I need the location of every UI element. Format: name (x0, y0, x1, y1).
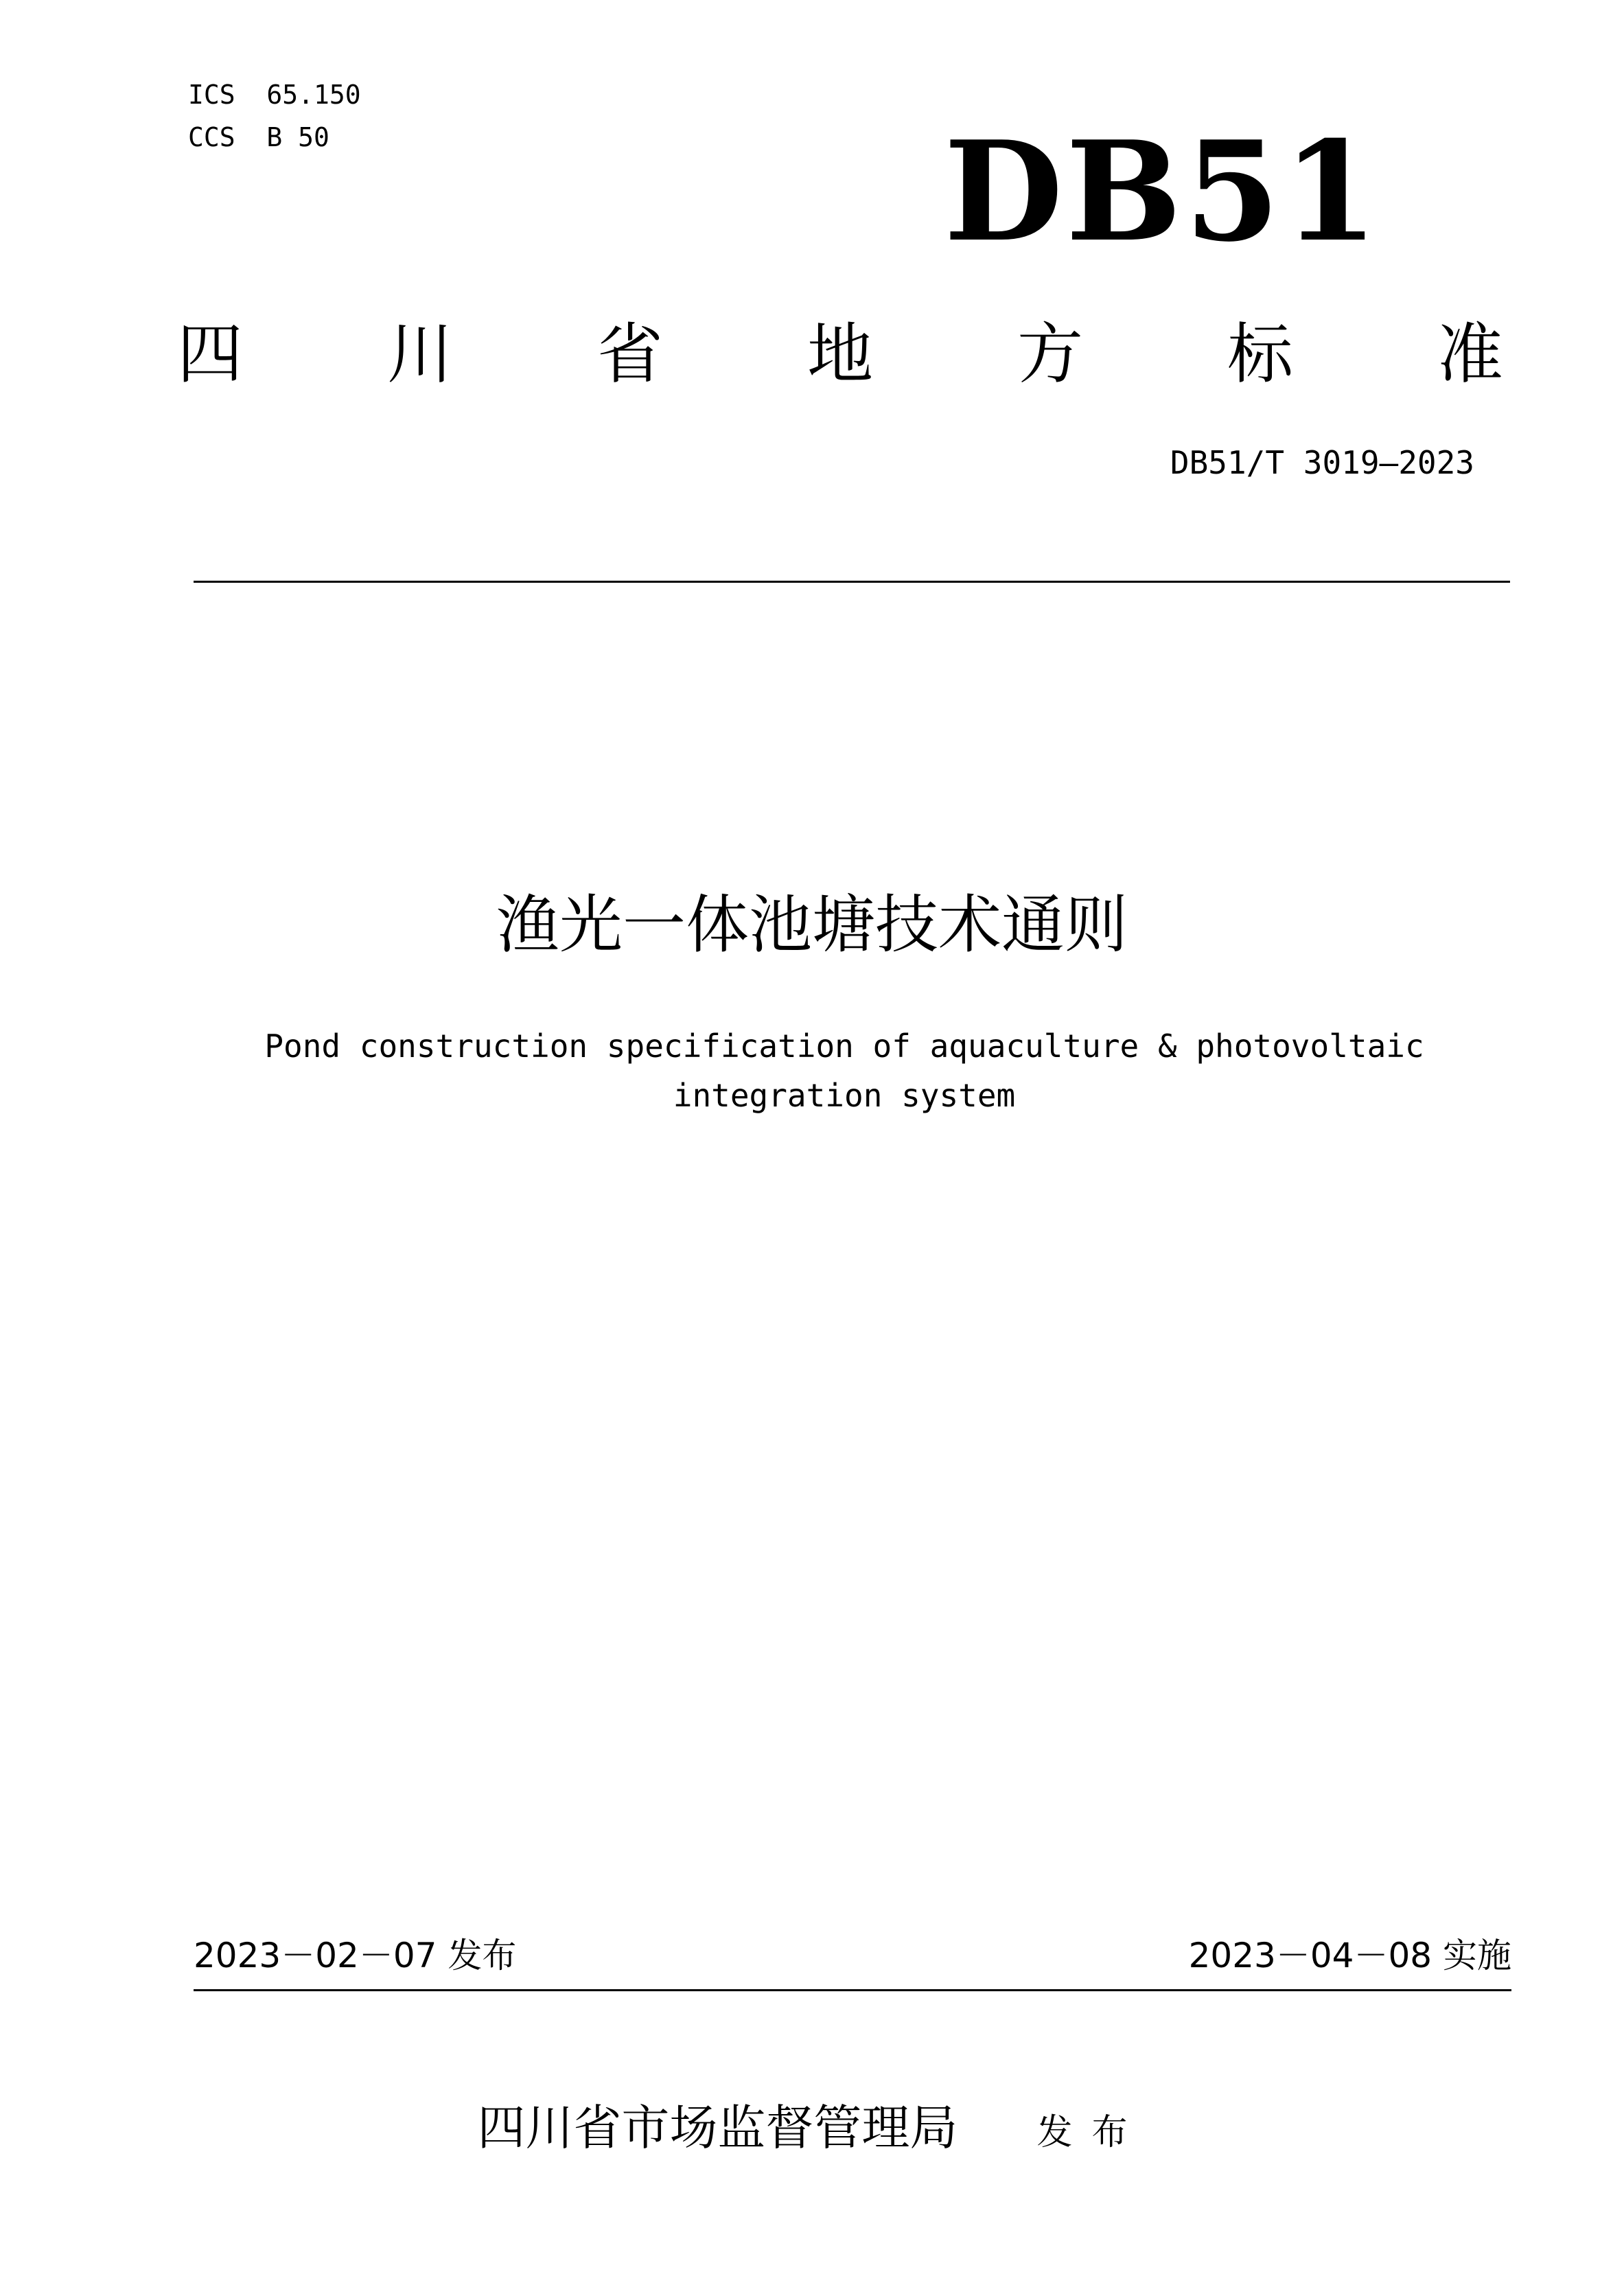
document-title-english (227, 1021, 1462, 1120)
standard-type-char: 地 (807, 316, 873, 393)
publish-date: 2023－02－07 发布 (194, 1936, 517, 1975)
ics-code: ICS 65.150 (188, 80, 361, 110)
standard-type-char: 标 (1227, 316, 1293, 393)
issuing-authority: 四川省市场监督管理局 (477, 2100, 958, 2156)
english-title-line-1: Pond construction specification of aquaculture & photovoltaic (264, 1028, 1424, 1065)
top-divider (194, 581, 1510, 583)
standard-type-char: 省 (597, 316, 663, 393)
standard-code-logo: DB51 (944, 111, 1381, 272)
standard-type-char: 川 (387, 316, 453, 393)
standard-number: DB51/T 3019—2023 (1170, 444, 1474, 481)
issuer-line (0, 2094, 1624, 2167)
standard-type-heading (177, 312, 1503, 397)
standard-type-char: 方 (1017, 316, 1083, 393)
issue-label: 发布 (1036, 2112, 1147, 2153)
implement-date: 2023－04－08 实施 (1188, 1936, 1511, 1975)
ccs-code: CCS B 50 (188, 122, 329, 152)
standard-type-char: 准 (1437, 316, 1503, 393)
english-title-line-2: integration system (673, 1077, 1016, 1114)
bottom-divider (194, 1989, 1511, 1991)
document-title-chinese: 渔光一体池塘技术通则 (496, 888, 1128, 962)
standard-type-char: 四 (177, 316, 243, 393)
